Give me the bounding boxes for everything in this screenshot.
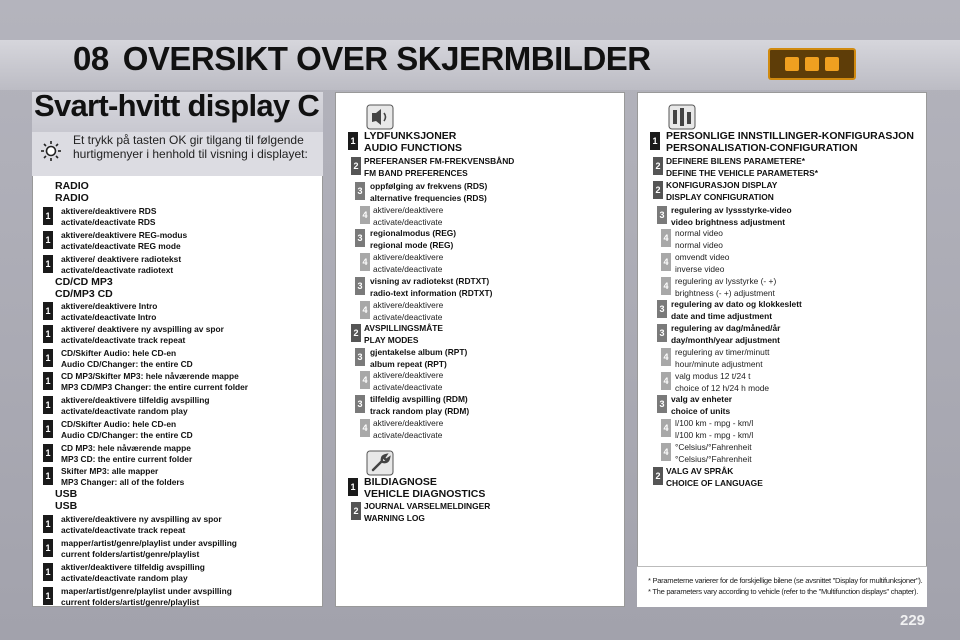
menu-entry: Audio CD/Changer: the entire CD — [61, 359, 193, 369]
menu-entry: activate/deactivate — [373, 264, 443, 274]
menu-entry: activate/deactivate random play — [61, 573, 188, 583]
menu-level-badge: 1 — [43, 444, 53, 462]
menu-entry: aktivere/deaktivere REG-modus — [61, 230, 188, 240]
menu-level-badge: 1 — [43, 539, 53, 557]
menu-entry: normal video — [675, 240, 723, 250]
menu-entry: current folders/artist/genre/playlist — [61, 549, 200, 559]
menu-entry: hour/minute adjustment — [675, 359, 763, 369]
menu-level-badge: 1 — [348, 478, 358, 496]
menu-level-badge: 1 — [43, 563, 53, 581]
menu-level-badge: 4 — [360, 253, 370, 271]
menu-entry: CD MP3/Skifter MP3: hele nåværende mappe — [61, 371, 239, 381]
light-icon — [40, 140, 62, 162]
audio-settings-icon — [366, 104, 394, 130]
menu-level-badge: 4 — [360, 301, 370, 319]
menu-entry: visning av radiotekst (RDTXT) — [370, 276, 490, 286]
menu-entry: aktivere/ deaktivere ny avspilling av spor — [61, 324, 224, 334]
menu-entry: album repeat (RPT) — [370, 359, 447, 369]
menu-entry: DEFINE THE VEHICLE PARAMETERS* — [666, 168, 819, 178]
menu-entry: CD/Skifter Audio: hele CD-en — [61, 348, 177, 358]
menu-level-badge: 1 — [43, 420, 53, 438]
menu-level-badge: 1 — [43, 467, 53, 485]
menu-entry: choice of 12 h/24 h mode — [675, 383, 770, 393]
menu-entry: JOURNAL VARSELMELDINGER — [364, 501, 491, 511]
page-title — [73, 40, 651, 78]
menu-entry: gjentakelse album (RPT) — [370, 347, 468, 357]
menu-entry: °Celsius/°Fahrenheit — [675, 442, 752, 452]
menu-level-badge: 3 — [355, 182, 365, 200]
wrench-icon — [366, 450, 394, 476]
menu-entry: CD/Skifter Audio: hele CD-en — [61, 419, 177, 429]
menu-entry: AUDIO FUNCTIONS — [364, 142, 462, 154]
menu-entry: aktivere/deaktivere RDS — [61, 206, 157, 216]
menu-entry: regulering av dag/måned/år — [671, 323, 781, 333]
chapter-number: 08 — [73, 40, 109, 77]
menu-entry: video brightness adjustment — [671, 217, 786, 227]
menu-entry: activate/deactivate — [373, 217, 443, 227]
menu-level-badge: 3 — [355, 395, 365, 413]
menu-level-badge: 1 — [43, 207, 53, 225]
menu-level-badge: 2 — [351, 324, 361, 342]
menu-entry: VEHICLE DIAGNOSTICS — [364, 488, 486, 500]
menu-entry: regulering av timer/minutt — [675, 347, 770, 357]
menu-entry: FM BAND PREFERENCES — [364, 168, 468, 178]
page-number: 229 — [900, 612, 926, 629]
menu-level-badge: 4 — [360, 371, 370, 389]
menu-entry: CD/CD MP3 — [55, 276, 113, 288]
menu-entry: regulering av lyssstyrke-video — [671, 205, 792, 215]
menu-level-badge: 4 — [661, 277, 671, 295]
menu-entry: day/month/year adjustment — [671, 335, 780, 345]
menu-level-badge: 4 — [661, 253, 671, 271]
menu-entry: regional mode (REG) — [370, 240, 454, 250]
menu-entry: l/100 km - mpg - km/l — [675, 430, 754, 440]
menu-level-badge: 1 — [43, 587, 53, 605]
menu-entry: regionalmodus (REG) — [370, 228, 457, 238]
menu-level-badge: 4 — [661, 372, 671, 390]
menu-entry: aktivere/deaktivere ny avspilling av spor — [61, 514, 222, 524]
menu-entry: activate/deactivate track repeat — [61, 525, 186, 535]
menu-entry: tilfeldig avspilling (RDM) — [370, 394, 468, 404]
menu-level-badge: 2 — [351, 157, 361, 175]
menu-level-badge: 3 — [657, 300, 667, 318]
menu-entry: valg modus 12 t/24 t — [675, 371, 751, 381]
menu-level-badge: 1 — [43, 515, 53, 533]
menu-entry: omvendt video — [675, 252, 730, 262]
menu-entry: normal video — [675, 228, 723, 238]
footnote-english: * The parameters vary according to vehicle (refer to the "Multifunction displays" chapter). — [648, 587, 919, 596]
menu-level-badge: 1 — [43, 231, 53, 249]
menu-entry: activate/deactivate REG mode — [61, 241, 181, 251]
menu-entry: aktivere/deaktivere tilfeldig avspilling — [61, 395, 210, 405]
menu-entry: RADIO — [55, 180, 89, 192]
menu-entry: l/100 km - mpg - km/l — [675, 418, 754, 428]
menu-entry: KONFIGURASJON DISPLAY — [666, 180, 778, 190]
footnote-norwegian: * Parameterne varierer for de forskjellige bilene (se avsnittet "Display for multifunksjoner"). — [648, 576, 923, 585]
menu-entry: VALG AV SPRÅK — [666, 466, 734, 476]
menu-entry: activate/deactivate random play — [61, 406, 188, 416]
menu-entry: aktivere/deaktivere — [373, 205, 444, 215]
menu-level-badge: 2 — [653, 467, 663, 485]
menu-entry: brightness (- +) adjustment — [675, 288, 775, 298]
menu-level-badge: 4 — [661, 443, 671, 461]
menu-entry: activate/deactivate — [373, 382, 443, 392]
menu-entry: radio-text information (RDTXT) — [370, 288, 493, 298]
menu-entry: alternative frequencies (RDS) — [370, 193, 487, 203]
menu-level-badge: 3 — [657, 206, 667, 224]
menu-entry: PLAY MODES — [364, 335, 419, 345]
menu-entry: activate/deactivate Intro — [61, 312, 157, 322]
menu-level-badge: 3 — [657, 395, 667, 413]
display-title: Svart-hvitt display C — [34, 88, 320, 123]
menu-entry: track random play (RDM) — [370, 406, 470, 416]
menu-entry: activate/deactivate RDS — [61, 217, 156, 227]
menu-entry: regulering av dato og klokkeslett — [671, 299, 802, 309]
menu-level-badge: 1 — [43, 396, 53, 414]
menu-entry: aktivere/deaktivere — [373, 418, 444, 428]
menu-level-badge: 2 — [653, 181, 663, 199]
menu-level-badge: 1 — [43, 325, 53, 343]
menu-entry: activate/deactivate radiotext — [61, 265, 174, 275]
menu-entry: Audio CD/Changer: the entire CD — [61, 430, 193, 440]
menu-level-badge: 1 — [650, 132, 660, 150]
menu-entry: USB — [55, 500, 78, 512]
display-menu-icon — [768, 48, 856, 80]
menu-entry: regulering av lysstyrke (- +) — [675, 276, 777, 286]
menu-entry: activate/deactivate — [373, 430, 443, 440]
menu-level-badge: 3 — [355, 277, 365, 295]
menu-level-badge: 4 — [360, 206, 370, 224]
menu-entry: PREFERANSER FM-FREKVENSBÅND — [364, 156, 515, 166]
menu-entry: maper/artist/genre/playlist under avspilling — [61, 586, 232, 596]
menu-level-badge: 4 — [360, 419, 370, 437]
menu-entry: Skifter MP3: alle mapper — [61, 466, 159, 476]
menu-entry: MP3 Changer: all of the folders — [61, 477, 185, 487]
menu-entry: choice of units — [671, 406, 731, 416]
menu-entry: DISPLAY CONFIGURATION — [666, 192, 774, 202]
menu-entry: DEFINERE BILENS PARAMETERE* — [666, 156, 805, 166]
configuration-icon — [668, 104, 696, 130]
menu-entry: oppfølging av frekvens (RDS) — [370, 181, 488, 191]
menu-entry: aktiver/deaktivere tilfeldig avspilling — [61, 562, 205, 572]
menu-entry: CD MP3: hele nåværende mappe — [61, 443, 191, 453]
menu-entry: inverse video — [675, 264, 725, 274]
info-text: Et trykk på tasten OK gir tilgang til følgende hurtigmenyer i henhold til visning i displayet: — [73, 133, 308, 161]
chapter-title: OVERSIKT OVER SKJERMBILDER — [122, 40, 651, 77]
menu-entry: MP3 CD: the entire current folder — [61, 454, 193, 464]
menu-level-badge: 3 — [355, 229, 365, 247]
menu-entry: CHOICE OF LANGUAGE — [666, 478, 763, 488]
menu-entry: activate/deactivate — [373, 312, 443, 322]
menu-level-badge: 1 — [348, 132, 358, 150]
menu-level-badge: 1 — [43, 302, 53, 320]
menu-entry: aktivere/deaktivere — [373, 252, 444, 262]
menu-entry: aktivere/deaktivere Intro — [61, 301, 158, 311]
menu-level-badge: 1 — [43, 349, 53, 367]
menu-entry: °Celsius/°Fahrenheit — [675, 454, 752, 464]
menu-entry: BILDIAGNOSE — [364, 476, 437, 488]
menu-level-badge: 2 — [351, 502, 361, 520]
menu-level-badge: 1 — [43, 372, 53, 390]
menu-entry: current folders/artist/genre/playlist — [61, 597, 200, 607]
menu-entry: PERSONALISATION-CONFIGURATION — [666, 142, 858, 154]
menu-entry: AVSPILLINGSMÅTE — [364, 323, 443, 333]
menu-level-badge: 4 — [661, 348, 671, 366]
menu-level-badge: 3 — [355, 348, 365, 366]
menu-level-badge: 1 — [43, 255, 53, 273]
menu-entry: USB — [55, 488, 78, 500]
menu-entry: MP3 CD/MP3 Changer: the entire current folder — [61, 382, 249, 392]
menu-entry: aktivere/deaktivere — [373, 370, 444, 380]
menu-entry: RADIO — [55, 192, 89, 204]
menu-level-badge: 2 — [653, 157, 663, 175]
menu-entry: mapper/artist/genre/playlist under avspilling — [61, 538, 237, 548]
menu-level-badge: 4 — [661, 229, 671, 247]
menu-entry: aktivere/deaktivere — [373, 300, 444, 310]
footnote — [648, 575, 922, 597]
menu-entry: PERSONLIGE INNSTILLINGER-KONFIGURASJON — [666, 130, 914, 142]
menu-entry: aktivere/ deaktivere radiotekst — [61, 254, 182, 264]
menu-entry: CD/MP3 CD — [55, 288, 113, 300]
menu-entry: valg av enheter — [671, 394, 732, 404]
menu-entry: WARNING LOG — [364, 513, 425, 523]
menu-entry: date and time adjustment — [671, 311, 772, 321]
menu-level-badge: 4 — [661, 419, 671, 437]
menu-entry: LYDFUNKSJONER — [364, 130, 457, 142]
menu-level-badge: 3 — [657, 324, 667, 342]
menu-entry: activate/deactivate track repeat — [61, 335, 186, 345]
